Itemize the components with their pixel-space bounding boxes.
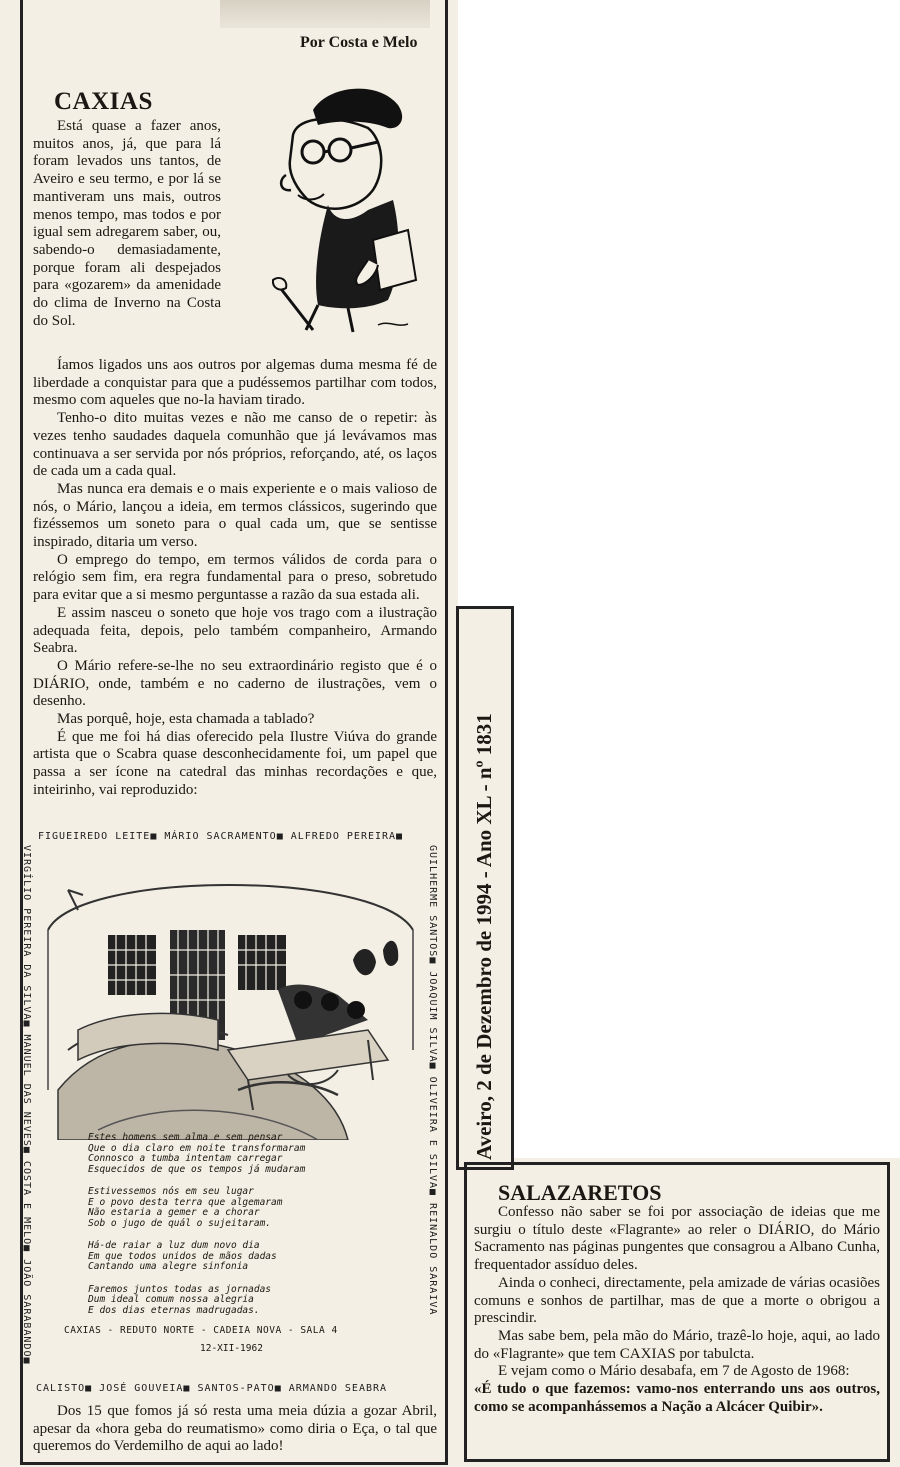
- article-intro: [33, 118, 221, 330]
- verse: Não estaria a gemer e a chorar: [88, 1207, 260, 1218]
- signatures-left: VIRGÍLIO PEREIRA DA SILVA■ MANUEL DAS NEVES■ COSTA E MELO■ JOÃO SARABANDO■: [21, 845, 32, 1365]
- paragraph: O Mário refere-se-lhe no seu extraordinário registo que é o DIÁRIO, onde, também e no caderno de ilustrações, vem o desenho.: [33, 657, 437, 710]
- article-title: CAXIAS: [54, 88, 153, 115]
- article-body: [33, 357, 437, 800]
- verse: Estes homens sem alma e sem pensar: [88, 1132, 283, 1143]
- prison-cell-drawing: [38, 850, 426, 1140]
- salazaretos-quote: «É tudo o que fazemos: vamo-nos enterrando uns aos outros, como se acompanhássemos a Nação a Alcácer Quibir».: [474, 1381, 880, 1415]
- paragraph: E vejam como o Mário desabafa, em 7 de Agosto de 1968:: [498, 1363, 850, 1380]
- verse: Cantando uma alegre sinfonia: [88, 1261, 249, 1272]
- verse: Sob o jugo de quál o sujeitaram.: [88, 1217, 272, 1229]
- verse: E dos dias eternas madrugadas.: [88, 1304, 260, 1316]
- salazaretos-title: SALAZARETOS: [498, 1180, 662, 1205]
- paragraph: Ainda o conheci, directamente, pela amizade de várias ocasiões comuns e sonhos de partilhar, mas de que a morte o obrigou a prescindir.: [474, 1274, 880, 1327]
- closing-paragraph: Dos 15 que fomos já só resta uma meia dúzia a gozar Abril, apesar da «hora geba do reumatismo» como diria o Eça, o tal que queremos do Verdemilho de aqui ao lado!: [33, 1403, 437, 1455]
- sonnet-date: 12-XII-1962: [200, 1343, 263, 1354]
- dateline-strip: Aveiro, 2 de Dezembro de 1994 - Ano XL - nº 1831: [472, 713, 496, 1160]
- verse: Estivessemos nós em seu lugar: [88, 1186, 254, 1197]
- intro-paragraph: Está quase a fazer anos, muitos anos, já, que para lá foram levados uns tantos, de Aveiro e seu termo, e por lá se mantiveram uns mais, outros menos tempo, mas todos e por igual sem adregarem saber, ou, sabendo-o demasiadamente, porque foram ali despejados para «gozarem» da amenidade do clima de Inverno na Costa do Sol.: [33, 118, 221, 329]
- verse: Dum ideal comum nossa alegria: [88, 1294, 254, 1305]
- article-closing: [33, 1403, 437, 1456]
- stanza: [88, 1241, 388, 1273]
- stanza: [88, 1187, 388, 1229]
- verse: Esquecidos de que os tempos já mudaram: [88, 1163, 306, 1175]
- sonnet-text: [88, 1133, 388, 1328]
- caricature-illustration: [258, 80, 428, 345]
- paragraph: Mas nunca era demais e o mais experiente e o mais valioso de nós, o Mário, lançou a ideia, em termos clássicos, sugerindo que fizéssemos um soneto para o qual cada um, que se sentisse inspirado, ditaria um verso.: [33, 480, 437, 551]
- paragraph: É que me foi há dias oferecido pela Ilustre Viúva do grande artista que o Scabra quase desconhecidamente foi, um papel que passa a ser ícone na catedral das minhas recordações e que, inteirinho, vai reproduzido:: [33, 728, 437, 798]
- paragraph: Tenho-o dito muitas vezes e não me canso de o repetir: às vezes tenho saudades daquela comunhão que já levávamos mas continuava a ser servida por nós próprios, reforçando, até, os laços de cada um a cada qual.: [33, 410, 437, 480]
- signatures-right: GUILHERME SANTOS■ JOAQUIM SILVA■ OLIVEIRA E SILVA■ REINALDO SARAIVA: [427, 845, 438, 1316]
- paragraph: Íamos ligados uns aos outros por algemas duma mesma fé de liberdade a conquistar para que a pudéssemos partilhar com todos, mesmo com aqueles que no-la haviam tirado.: [33, 357, 437, 409]
- paragraph: E assim nasceu o soneto que hoje vos trago com a ilustração adequada feita, depois, pelo também companheiro, Armando Seabra.: [33, 604, 437, 657]
- stanza: [88, 1285, 388, 1317]
- verse: Em que todos unidos de mãos dadas: [88, 1250, 277, 1262]
- salazaretos-body: [474, 1204, 880, 1416]
- sonnet-place: CAXIAS - REDUTO NORTE - CADEIA NOVA - SALA 4: [64, 1325, 338, 1336]
- stanza: [88, 1133, 388, 1175]
- signatures-top: FIGUEIREDO LEITE■ MÁRIO SACRAMENTO■ ALFREDO PEREIRA■: [38, 831, 404, 842]
- paragraph: O emprego do tempo, em termos válidos de corda para o relógio sem fim, era regra fundamental para o preso, sobretudo para evitar que a si mesmo perguntasse a razão da sua estada ali.: [33, 551, 437, 604]
- paragraph: Mas porquê, hoje, esta chamada a tablado?: [57, 711, 315, 728]
- paragraph: Mas sabe bem, pela mão do Mário, trazê-lo hoje, aqui, ao lado do «Flagrante» que tem CAXIAS por tabulcta.: [474, 1327, 880, 1362]
- verse: Connosco a tumba intentam carregar: [88, 1153, 283, 1164]
- signatures-bottom: CALISTO■ JOSÉ GOUVEIA■ SANTOS-PATO■ ARMANDO SEABRA: [36, 1383, 388, 1394]
- sonnet-manuscript: [20, 825, 440, 1405]
- byline: Por Costa e Melo: [300, 34, 418, 51]
- verse: Que o dia claro em noite transformaram: [88, 1142, 306, 1154]
- verse: E o povo desta terra que algemaram: [88, 1196, 283, 1208]
- verse: Faremos juntos todas as jornadas: [88, 1283, 272, 1295]
- verse: Há-de raiar a luz dum novo dia: [88, 1240, 260, 1251]
- paragraph: Confesso não saber se foi por associação de ideias que me surgiu o título deste «Flagrante» ao reler o DIÁRIO, do Mário Sacramento nas páginas pungentes que consagrou a Albano Cunha, frequentador assíduo deles.: [474, 1204, 880, 1274]
